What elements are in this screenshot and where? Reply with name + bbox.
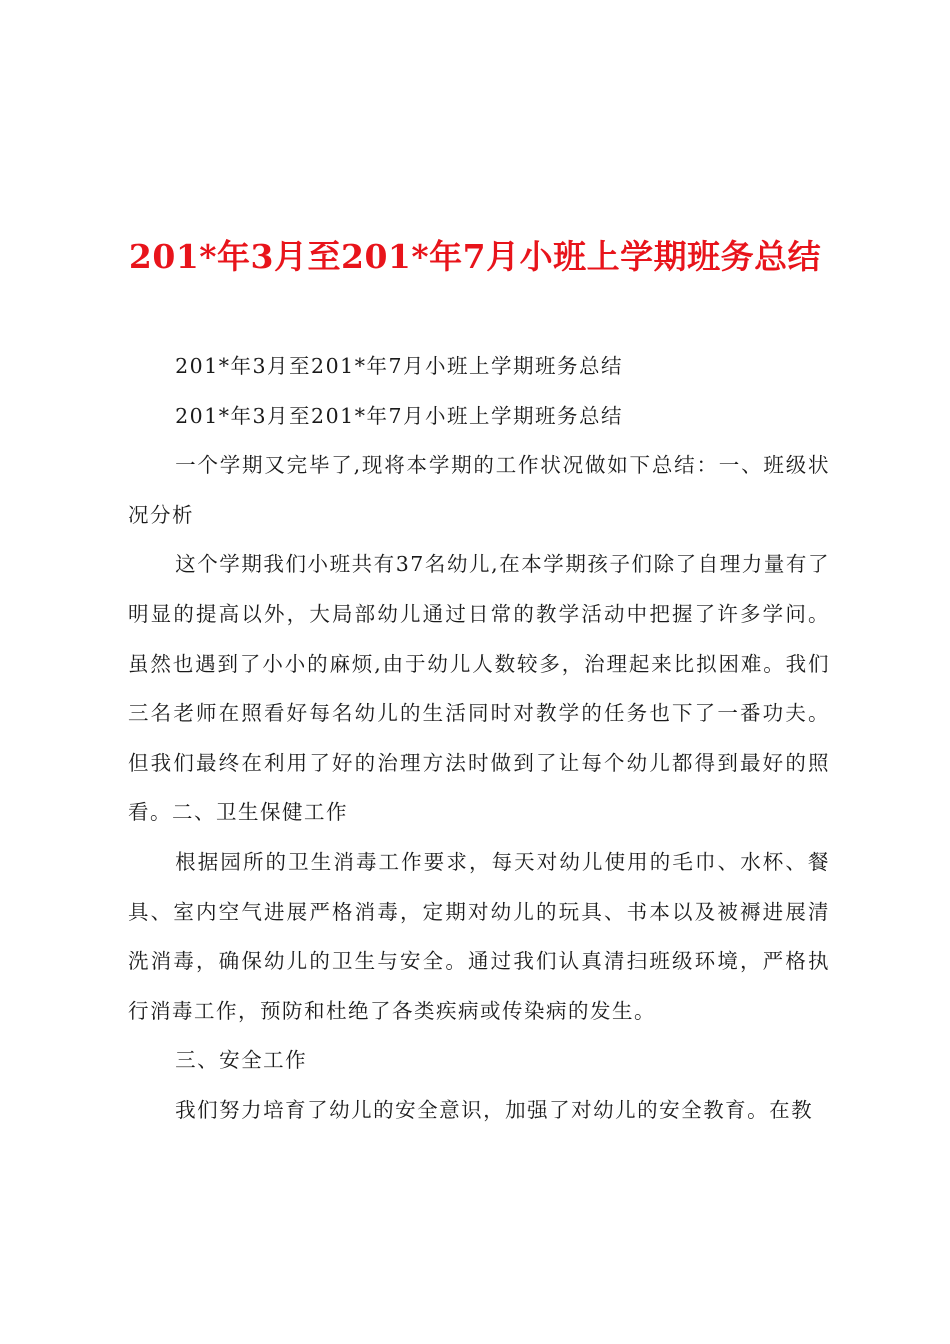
paragraph: 这个学期我们小班共有37名幼儿,在本学期孩子们除了自理力量有了明显的提高以外，大局部幼儿通过日常的教学活动中把握了许多学问。虽然也遇到了小小的麻烦,由于幼儿人数较多，治理起来比拟困难。我们三名老师在照看好每名幼儿的生活同时对教学的任务也下了一番功夫。但我们最终在利用了好的治理方法时做到了让每个幼儿都得到最好的照看。二、卫生保健工作: [128, 552, 830, 825]
document-body: [128, 342, 830, 1136]
paragraph: 201*年3月至201*年7月小班上学期班务总结: [175, 354, 623, 378]
paragraph: 我们努力培育了幼儿的安全意识，加强了对幼儿的安全教育。在教: [175, 1097, 814, 1122]
paragraph: 一个学期又完毕了,现将本学期的工作状况做如下总结：一、班级状况分析: [128, 453, 830, 527]
paragraph: 根据园所的卫生消毒工作要求，每天对幼儿使用的毛巾、水杯、餐具、室内空气进展严格消毒，定期对幼儿的玩具、书本以及被褥进展清洗消毒，确保幼儿的卫生与安全。通过我们认真清扫班级环境，严格执行消毒工作，预防和杜绝了各类疾病或传染病的发生。: [128, 849, 830, 1023]
paragraph: 201*年3月至201*年7月小班上学期班务总结: [175, 403, 623, 428]
document-title: 201*年3月至201*年7月小班上学期班务总结: [128, 237, 822, 277]
paragraph: 三、安全工作: [175, 1048, 308, 1073]
